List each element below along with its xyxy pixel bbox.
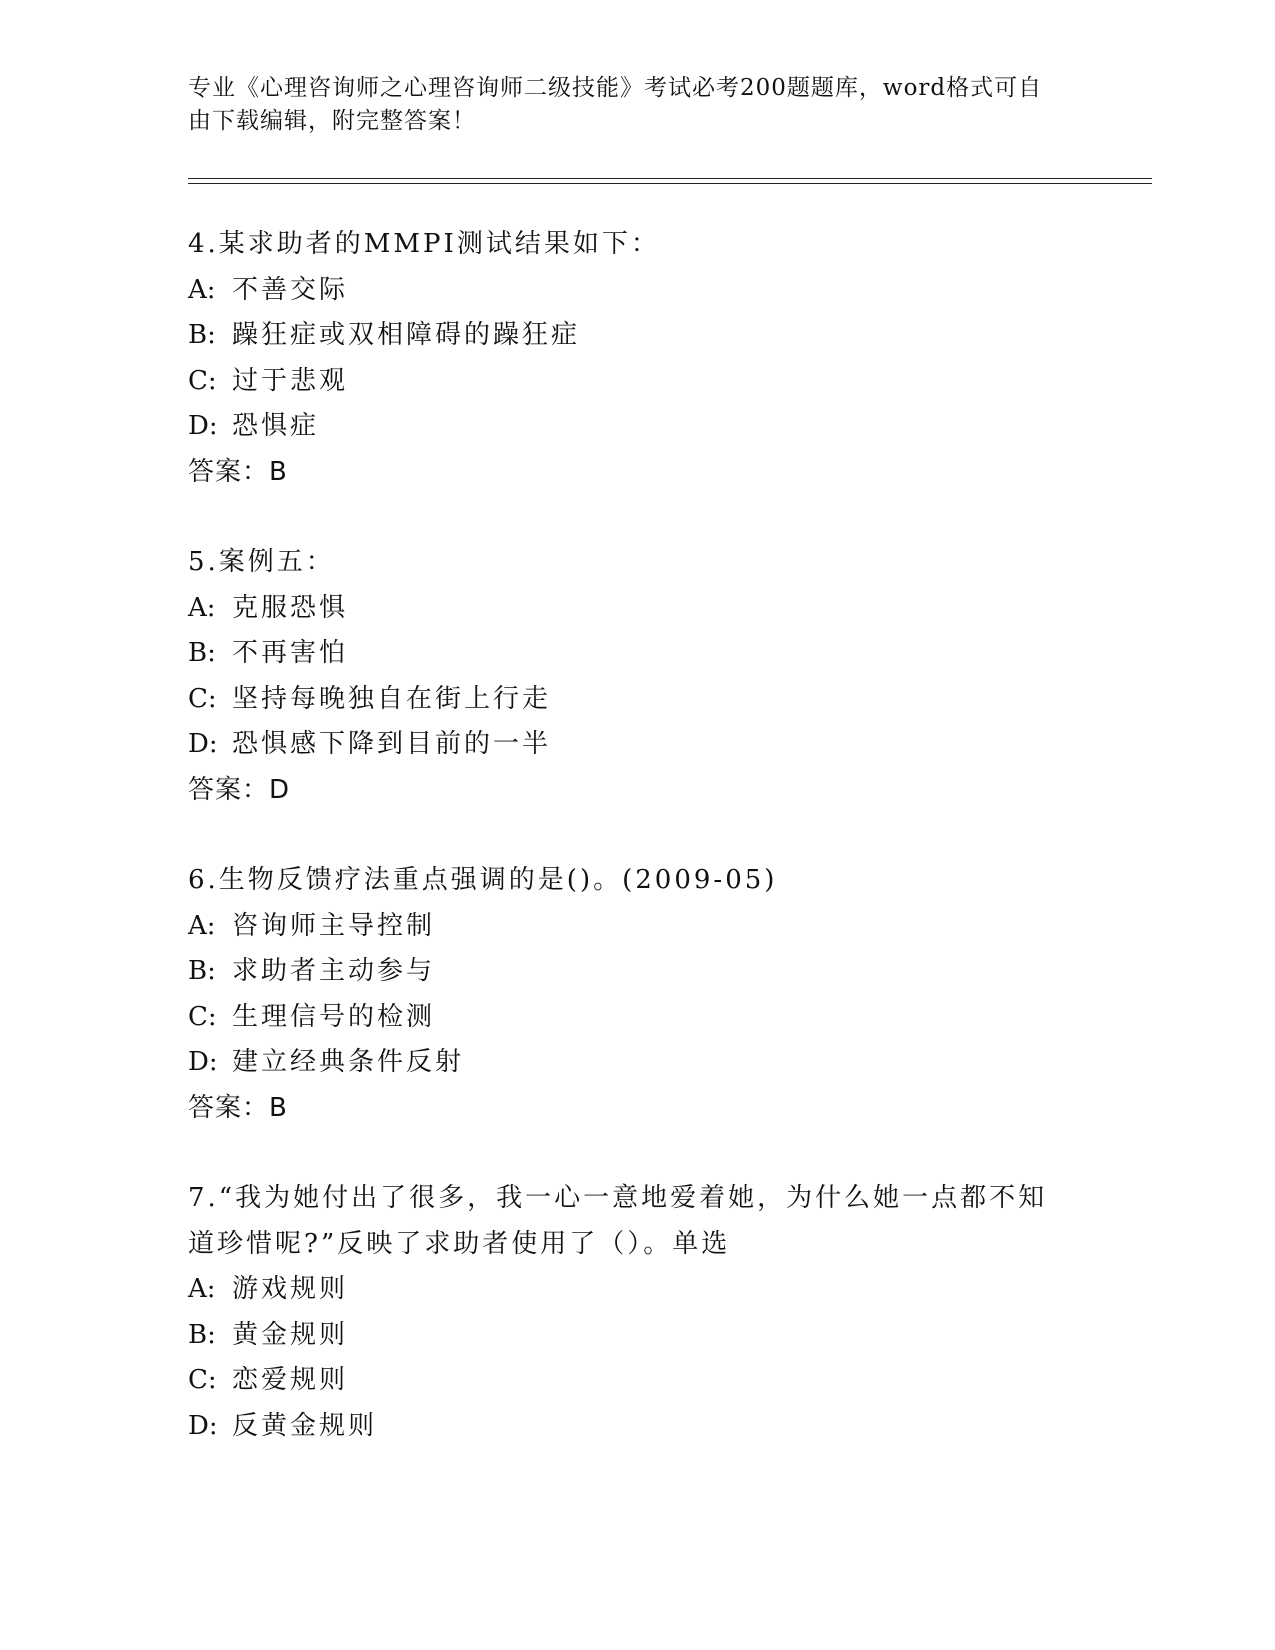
option-c [188, 677, 1088, 723]
option-letter: A: [188, 274, 216, 305]
option-b [188, 949, 1088, 995]
question-stem-line-2: 道珍惜呢?”反映了求助者使用了（）。单选 [188, 1228, 731, 1259]
option-letter: B: [188, 1319, 216, 1350]
option-text: 黄金规则 [232, 1319, 349, 1350]
option-d [188, 722, 1088, 768]
option-b [188, 1313, 1088, 1359]
option-text: 躁狂症或双相障碍的躁狂症 [232, 320, 581, 351]
option-text: 恋爱规则 [232, 1365, 349, 1396]
option-text: 恐惧症 [232, 411, 320, 442]
document-header [188, 72, 1068, 138]
option-text: 求助者主动参与 [232, 956, 436, 987]
option-letter: D: [188, 411, 218, 442]
answer-label: 答案：B [188, 456, 288, 487]
option-text: 过于悲观 [232, 365, 349, 396]
option-b [188, 313, 1088, 359]
question-7 [188, 1176, 1088, 1450]
option-c [188, 359, 1088, 405]
option-text: 游戏规则 [232, 1274, 349, 1305]
option-letter: A: [188, 1274, 216, 1305]
option-text: 恐惧感下降到目前的一半 [232, 729, 552, 760]
option-text: 咨询师主导控制 [232, 910, 436, 941]
option-letter: D: [188, 1047, 218, 1078]
option-c [188, 995, 1088, 1041]
option-c [188, 1358, 1088, 1404]
header-line-2: 由下载编辑，附完整答案！ [188, 108, 476, 134]
header-rule-top [188, 178, 1152, 179]
option-text: 生理信号的检测 [232, 1001, 436, 1032]
option-text: 建立经典条件反射 [232, 1047, 465, 1078]
answer-label: 答案：B [188, 1092, 288, 1123]
option-letter: C: [188, 683, 217, 714]
option-a [188, 268, 1088, 314]
question-4 [188, 222, 1088, 496]
option-text: 反黄金规则 [232, 1410, 378, 1441]
option-letter: B: [188, 320, 216, 351]
option-letter: D: [188, 729, 218, 760]
option-b [188, 631, 1088, 677]
question-6 [188, 858, 1088, 1132]
option-text: 不再害怕 [232, 638, 349, 669]
option-letter: A: [188, 592, 216, 623]
option-letter: C: [188, 365, 217, 396]
question-stem-line-1: 7.“我为她付出了很多，我一心一意地爱着她，为什么她一点都不知 [188, 1183, 1048, 1213]
option-letter: A: [188, 910, 216, 941]
option-d [188, 1040, 1088, 1086]
header-line-1: 专业《心理咨询师之心理咨询师二级技能》考试必考200题题库，word格式可自 [188, 75, 1043, 101]
question-5 [188, 540, 1088, 814]
option-d [188, 1404, 1088, 1450]
option-text: 克服恐惧 [232, 592, 349, 623]
answer-label: 答案：D [188, 774, 291, 805]
option-letter: B: [188, 638, 216, 669]
option-letter: C: [188, 1001, 217, 1032]
option-a [188, 586, 1088, 632]
option-a [188, 904, 1088, 950]
option-letter: D: [188, 1410, 218, 1441]
option-letter: C: [188, 1365, 217, 1396]
question-stem: 4.某求助者的MMPI测试结果如下： [188, 229, 660, 259]
option-a [188, 1267, 1088, 1313]
option-letter: B: [188, 956, 216, 987]
option-text: 不善交际 [232, 274, 349, 305]
header-rule-bottom [188, 183, 1152, 184]
option-text: 坚持每晚独自在街上行走 [232, 683, 552, 714]
question-stem: 6.生物反馈疗法重点强调的是()。(2009-05) [188, 865, 778, 895]
question-stem: 5.案例五： [188, 547, 335, 577]
option-d [188, 404, 1088, 450]
